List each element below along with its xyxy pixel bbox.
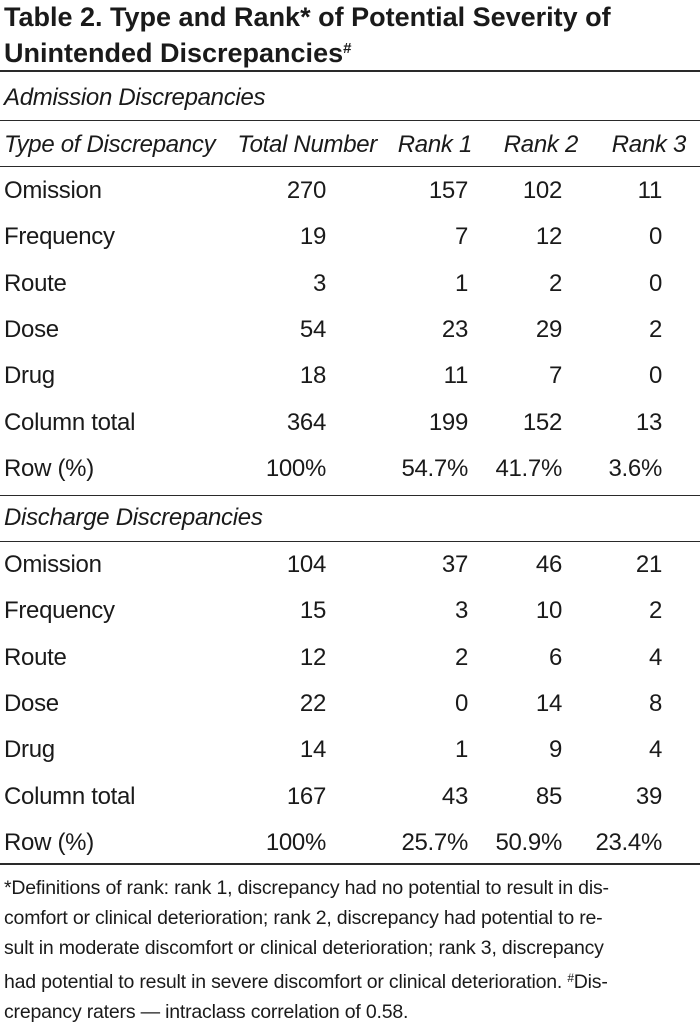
admission-cell-rank2: 12 [535, 223, 562, 250]
discharge-cell-rank3: 4 [648, 736, 662, 763]
footnote-line-1: *Definitions of rank: rank 1, discrepancy had no potential to result in dis- [4, 877, 609, 899]
discharge-cell-rank3: 21 [635, 551, 662, 578]
admission-cell-rank3: 0 [648, 270, 662, 297]
title-line-2 [4, 33, 694, 69]
footnote-line-5: crepancy raters — intraclass correlation of 0.58. [4, 1001, 409, 1023]
admission-cell-rank3: 11 [637, 177, 662, 204]
admission-cell-rank2: 152 [522, 409, 562, 436]
discharge-cell-rank3: 2 [648, 597, 662, 624]
discharge-cell-rank1: 43 [441, 783, 468, 810]
admission-cell-type: Row (%) [4, 455, 94, 482]
footnote-mark: # [567, 971, 574, 985]
rule-bottom [0, 863, 700, 865]
admission-cell-total: 364 [286, 409, 326, 436]
rule-section-admission [0, 120, 700, 121]
discharge-cell-rank1: 1 [454, 736, 468, 763]
section-title-admission: Admission Discrepancies [4, 84, 266, 111]
admission-cell-type: Column total [4, 409, 136, 436]
section-title-discharge: Discharge Discrepancies [4, 504, 263, 531]
admission-cell-rank3: 0 [648, 362, 662, 389]
admission-cell-total: 270 [286, 177, 326, 204]
admission-cell-rank1: 1 [454, 270, 468, 297]
footnote-line-2: comfort or clinical deterioration; rank 2, discrepancy had potential to re- [4, 907, 603, 929]
discharge-cell-rank2: 6 [548, 644, 562, 671]
footnote-line-4-a: had potential to result in severe discomfort or clinical deterioration. [4, 971, 568, 993]
discharge-cell-rank3: 39 [635, 783, 662, 810]
discharge-cell-rank1: 37 [441, 551, 468, 578]
discharge-cell-rank2: 85 [535, 783, 562, 810]
header-type: Type of Discrepancy [4, 131, 216, 158]
discharge-cell-rank2: 9 [548, 736, 562, 763]
rule-section-discharge-bottom [0, 541, 700, 542]
admission-cell-total: 19 [299, 223, 326, 250]
discharge-cell-total: 12 [299, 644, 326, 671]
admission-cell-rank1: 54.7% [401, 455, 468, 482]
footnote-line-3: sult in moderate discomfort or clinical deterioration; rank 3, discrepancy [4, 937, 604, 959]
footnote-line-4 [4, 963, 694, 997]
discharge-cell-total: 15 [299, 597, 326, 624]
discharge-cell-type: Column total [4, 783, 136, 810]
admission-cell-total: 100% [265, 455, 326, 482]
admission-cell-total: 54 [299, 316, 326, 343]
discharge-cell-total: 22 [299, 690, 326, 717]
discharge-cell-type: Route [4, 644, 67, 671]
discharge-cell-rank2: 46 [535, 551, 562, 578]
discharge-cell-total: 14 [299, 736, 326, 763]
admission-cell-rank2: 7 [548, 362, 562, 389]
rule-section-discharge-top [0, 495, 700, 496]
discharge-cell-total: 104 [286, 551, 326, 578]
admission-cell-rank2: 41.7% [495, 455, 562, 482]
discharge-cell-type: Drug [4, 736, 55, 763]
table-footnote [4, 873, 694, 1027]
admission-cell-rank2: 29 [535, 316, 562, 343]
admission-cell-rank2: 102 [522, 177, 562, 204]
discharge-cell-rank2: 10 [535, 597, 562, 624]
admission-cell-total: 3 [312, 270, 326, 297]
admission-cell-rank1: 11 [443, 362, 468, 389]
admission-cell-type: Drug [4, 362, 55, 389]
admission-cell-rank3: 3.6% [608, 455, 662, 482]
table-title [4, 2, 694, 69]
discharge-cell-type: Omission [4, 551, 102, 578]
admission-cell-type: Omission [4, 177, 102, 204]
header-rank3: Rank 3 [611, 131, 686, 158]
title-line-2-text: Unintended Discrepancies [4, 38, 344, 68]
admission-cell-rank1: 157 [428, 177, 468, 204]
discharge-cell-rank2: 14 [535, 690, 562, 717]
admission-cell-type: Dose [4, 316, 59, 343]
header-rank2: Rank 2 [503, 131, 578, 158]
admission-cell-total: 18 [299, 362, 326, 389]
header-rank1: Rank 1 [397, 131, 472, 158]
admission-cell-rank3: 0 [648, 223, 662, 250]
title-footnote-mark: # [343, 40, 352, 57]
discharge-cell-type: Frequency [4, 597, 115, 624]
admission-cell-type: Route [4, 270, 67, 297]
admission-cell-rank1: 7 [454, 223, 468, 250]
discharge-cell-total: 100% [265, 829, 326, 856]
rule-top [0, 70, 700, 72]
discharge-cell-rank1: 25.7% [401, 829, 468, 856]
discharge-cell-rank3: 23.4% [595, 829, 662, 856]
discharge-cell-rank3: 8 [648, 690, 662, 717]
admission-cell-rank1: 23 [441, 316, 468, 343]
footnote-line-4-b: Dis- [573, 971, 608, 993]
header-total: Total Number [237, 131, 377, 158]
title-line-1: Table 2. Type and Rank* of Potential Severity of [4, 2, 611, 32]
discharge-cell-type: Row (%) [4, 829, 94, 856]
rule-header [0, 166, 700, 167]
admission-cell-rank1: 199 [428, 409, 468, 436]
admission-cell-rank3: 2 [648, 316, 662, 343]
admission-cell-type: Frequency [4, 223, 115, 250]
discharge-cell-rank3: 4 [648, 644, 662, 671]
discharge-cell-rank1: 3 [454, 597, 468, 624]
discharge-cell-type: Dose [4, 690, 59, 717]
discharge-cell-rank1: 0 [454, 690, 468, 717]
admission-cell-rank2: 2 [548, 270, 562, 297]
discharge-cell-rank1: 2 [454, 644, 468, 671]
discharge-cell-rank2: 50.9% [495, 829, 562, 856]
discharge-cell-total: 167 [286, 783, 326, 810]
admission-cell-rank3: 13 [635, 409, 662, 436]
